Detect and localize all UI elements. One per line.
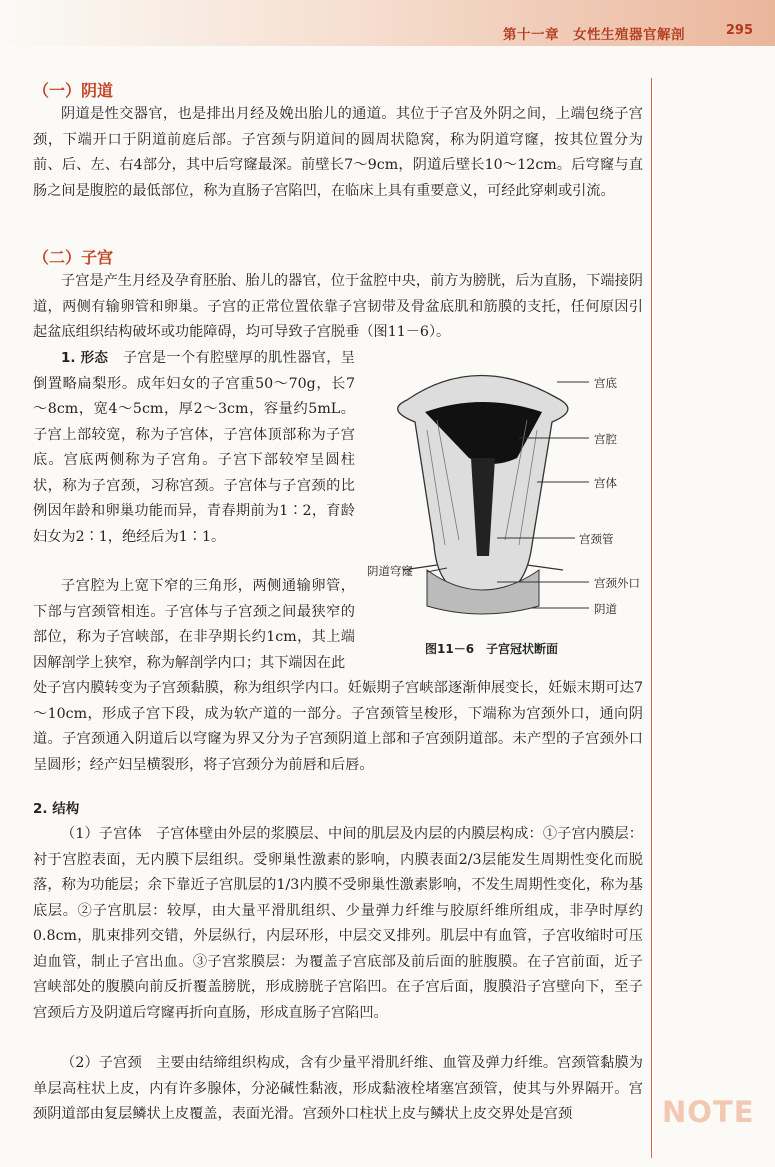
page-number: 295 [725, 23, 753, 38]
cavity-continued-paragraph: 处子宫内膜转变为子宫颈黏膜，称为组织学内口。妊娠期子宫峡部逐渐伸展变长，妊娠末期可达7～10cm，形成子宫下段，成为软产道的一部分。子宫颈管呈梭形，下端称为宫颈外口，通向阴道。子宫颈通入阴道后以穹窿为界又分为子宫颈阴道上部和子宫颈阴道部。未产型的子宫颈外口呈圆形；经产妇呈横裂形，将子宫颈分为前唇和后唇。 [33, 680, 643, 773]
note-mark: NOTE [662, 1095, 755, 1129]
chapter-title: 第十一章 女性生殖器官解剖 [503, 27, 685, 43]
vagina-paragraph: 阴道是性交器官，也是排出月经及娩出胎儿的通道。其位于子宫及外阴之间，上端包绕子宫颈，下端开口于阴道前庭后部。子宫颈与阴道间的圆周状隐窝，称为阴道穹窿，按其位置分为前、后、左、右4部分，其中后穹窿最深。前壁长7～9cm，阴道后壁长10～12cm。后穹窿与直肠之间是腹腔的最低部位，称为直肠子宫陷凹，在临床上具有重要意义，可经此穿刺或引流。 [33, 106, 643, 199]
label-body: 宫体 [594, 476, 617, 490]
uterus-intro-paragraph: 子宫是产生月经及孕育胚胎、胎儿的器官，位于盆腔中央，前方为膀胱，后为直肠，下端接阴道，两侧有输卵管和卵巢。子宫的正常位置依靠子宫韧带及骨盆底肌和筋膜的支托，任何原因引起盆底组织结构破坏或功能障碍，均可导致子宫脱垂（图11－6）。 [33, 273, 643, 340]
structure-heading-line [33, 797, 643, 823]
label-fundus: 宫底 [594, 376, 617, 390]
cervix-title: （2）子宫颈 [61, 1055, 142, 1071]
section-heading-uterus: （二）子宫 [33, 248, 114, 267]
shape-title: 1. 形态 [61, 350, 109, 366]
uterus-coronal-figure [367, 360, 652, 650]
figure-caption: 图11－6 子宫冠状断面 [425, 642, 559, 656]
label-fornix: 阴道穹窿 [367, 564, 413, 578]
label-external-os: 宫颈外口 [594, 576, 640, 590]
uterine-body-text: 子宫体壁由外层的浆膜层、中间的肌层及内层的内膜层构成：①子宫内膜层：衬于宫腔表面，无内膜下层组织。受卵巢性激素的影响，内膜表面2/3层能发生周期性变化而脱落，称为功能层；余下靠近子宫肌层的1/3内膜不受卵巢性激素影响，不发生周期性变化，称为基底层。②子宫肌层：较厚，由大量平滑肌组织、少量弹力纤维与胶原纤维所组成，非孕时厚约0.8cm，肌束排列交错，外层纵行，内层环形，中层交叉排列。肌层中有血管，子宫收缩时可压迫血管，制止子宫出血。③子宫浆膜层：为覆盖子宫底部及前后面的脏腹膜。在子宫前面，近子宫峡部处的腹膜向前反折覆盖膀胱，形成膀胱子宫陷凹。在子宫后面，腹膜沿子宫壁向下，至子宫颈后方及阴道后穹窿再折向直肠，形成直肠子宫陷凹。 [33, 826, 643, 1021]
label-vagina: 阴道 [594, 602, 617, 616]
label-cervical-canal: 宫颈管 [579, 532, 614, 546]
shape-paragraph [33, 346, 355, 550]
shape-text: 子宫是一个有腔壁厚的肌性器官，呈倒置略扁梨形。成年妇女的子宫重50～70g，长7～8cm，宽4～5cm，厚2～3cm，容量约5mL。子宫上部较宽，称为子宫体，子宫体顶部称为子宫底。宫底两侧称为子宫角。子宫下部较窄呈圆柱状，称为子宫颈，习称宫颈。子宫体与子宫颈的比例因年龄和卵巢功能而异，青春期前为1∶2，育龄妇女为2∶1，绝经后为1∶1。 [33, 350, 355, 545]
cervix-text: 主要由结缔组织构成，含有少量平滑肌纤维、血管及弹力纤维。宫颈管黏膜为单层高柱状上皮，内有许多腺体，分泌碱性黏液，形成黏液栓堵塞宫颈管，使其与外界隔开。宫颈阴道部由复层鳞状上皮覆盖，表面光滑。宫颈外口柱状上皮与鳞状上皮交界处是宫颈 [33, 1055, 643, 1122]
structure-title: 2. 结构 [33, 801, 80, 817]
label-cavity: 宫腔 [594, 432, 617, 446]
uterine-body-title: （1）子宫体 [61, 826, 142, 842]
cavity-paragraph: 子宫腔为上宽下窄的三角形，两侧通输卵管，下部与宫颈管相连。子宫体与子宫颈之间最狭窄的部位，称为子宫峡部，在非孕期长约1cm，其上端因解剖学上狭窄，称为解剖学内口；其下端因在此 [33, 578, 355, 671]
uterine-body-paragraph [33, 822, 643, 1026]
section-heading-vagina: （一）阴道 [33, 81, 114, 100]
cervix-paragraph [33, 1051, 643, 1128]
